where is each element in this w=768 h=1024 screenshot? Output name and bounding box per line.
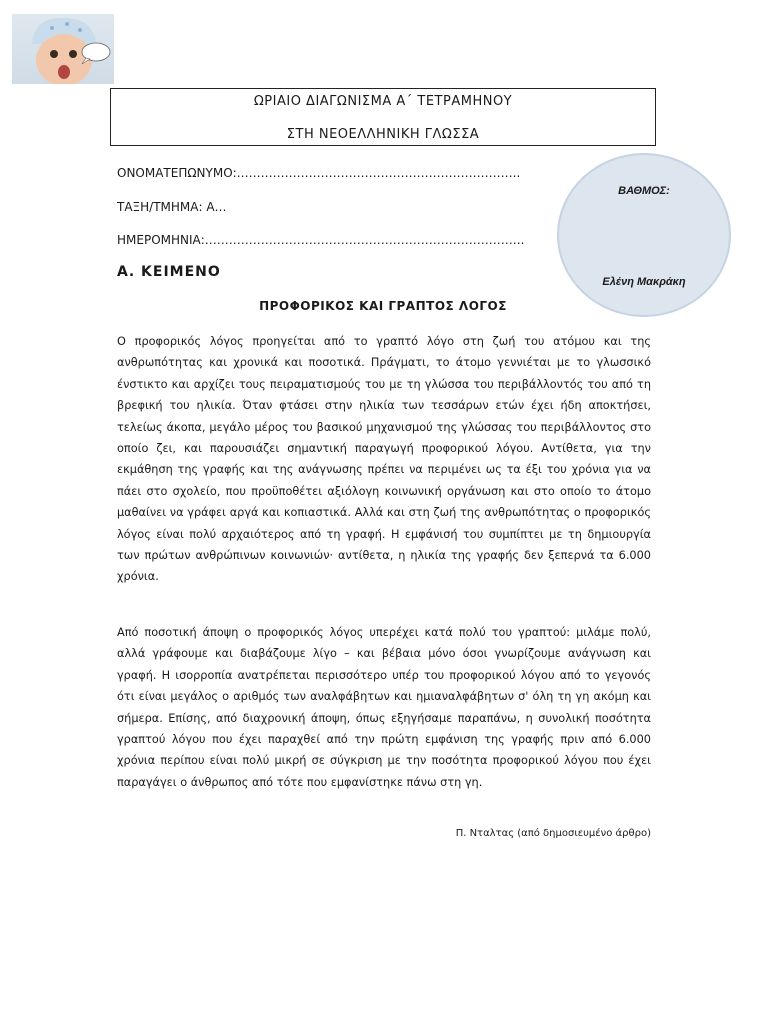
grade-circle — [557, 153, 731, 317]
grade-label: ΒΑΘΜΟΣ: — [618, 185, 670, 197]
text-title: ΠΡΟΦΟΡΙΚΟΣ ΚΑΙ ΓΡΑΠΤΟΣ ΛΟΓΟΣ — [259, 299, 507, 313]
student-name-field: ΟΝΟΜΑΤΕΠΩΝΥΜΟ:…………………………………………………………….. — [117, 166, 521, 180]
baby-photo-icon — [12, 14, 114, 84]
paragraph-1: Ο προφορικός λόγος προηγείται από το γραπτό λόγο στη ζωή του ατόμου και της ανθρωπότητας και χρονικά και ποσοτικά. Πράγματι, το άτομο γεννιέται με το γλωσσικό ένστικτο και αρχίζει τους πειραματισμούς του με τη γλώσσα του περιβάλλοντός του από τη βρεφική του ηλικία. Όταν φτάσει στην ηλικία των τεσσάρων ετών έχει ήδη αποκτήσει, τελείως άκοπα, μεγάλο μέρος του βασικού μηχανισμού της γλώσσας του περιβάλλοντος στο οποίο ζει, και παρουσιάζει σημαντική παραγωγή προφορικού λόγου. Αντίθετα, για την εκμάθηση της γραφής και της ανάγνωσης πρέπει να περιμένει ως τα έξι του χρόνια για να πάει στο σχολείο, που προϋποθέτει αξιόλογη κοινωνική οργάνωση και στο οποίο το άτομο μαθαίνει να γράφει αργά και κοπιαστικά. Αλλά και στη ζωή της ανθρωπότητας ο προφορικός λόγος είναι πολύ αρχαιότερος από τη γραφή. Η εμφάνισή του συμπίπτει με τη δημιουργία των πρώτων ανθρώπινων κοινωνιών· αντίθετα, η ηλικία της γραφής δεν ξεπερνά τα 6.000 χρόνια. — [117, 335, 651, 584]
exam-title-line-1: ΩΡΙΑΙΟ ΔΙΑΓΩΝΙΣΜΑ Α΄ ΤΕΤΡΑΜΗΝΟΥ — [253, 94, 513, 109]
paragraph-2: Από ποσοτική άποψη ο προφορικός λόγος υπερέχει κατά πολύ του γραπτού: μιλάμε πολύ, αλλά γράφουμε και διαβάζουμε λίγο – και βέβαια μόνο όσοι γνωρίζουμε ανάγνωση και γραφή. Η ισορροπία ανατρέπεται περισσότερο υπέρ του προφορικού λόγου από το γεγονός ότι είναι μεγάλος ο αριθμός των αναλφάβητων και ημιαναλφάβητων σ' όλη τη γη ακόμη και σήμερα. Επίσης, από διαχρονική άποψη, όπως εξηγήσαμε παραπάνω, η συνολική ποσότητα γραπτού λόγου που έχει παραχθεί από την πρώτη εμφάνιση της γραφής πριν από 6.000 χρόνια περίπου είναι πολύ μικρή σε σύγκριση με την ποσότητα προφορικού λόγου που έχει παραγάγει ο άνθρωπος από τότε που εμφανίστηκε πάνω στη γη. — [117, 626, 651, 789]
date-field: ΗΜΕΡΟΜΗΝΙΑ:…………………………………………………………………….. — [117, 233, 525, 247]
section-heading: Α. ΚΕΙΜΕΝΟ — [117, 264, 221, 280]
class-section-field: ΤΑΞΗ/ΤΜΗΜΑ: Α… — [117, 200, 227, 214]
exam-title-box — [110, 88, 656, 146]
exam-title-line-2: ΣΤΗ ΝΕΟΕΛΛΗΝΙΚΗ ΓΛΩΣΣΑ — [286, 127, 480, 142]
source-citation: Π. Νταλτας (από δημοσιευμένο άρθρο) — [455, 828, 651, 839]
teacher-name: Ελένη Μακράκη — [602, 276, 686, 288]
